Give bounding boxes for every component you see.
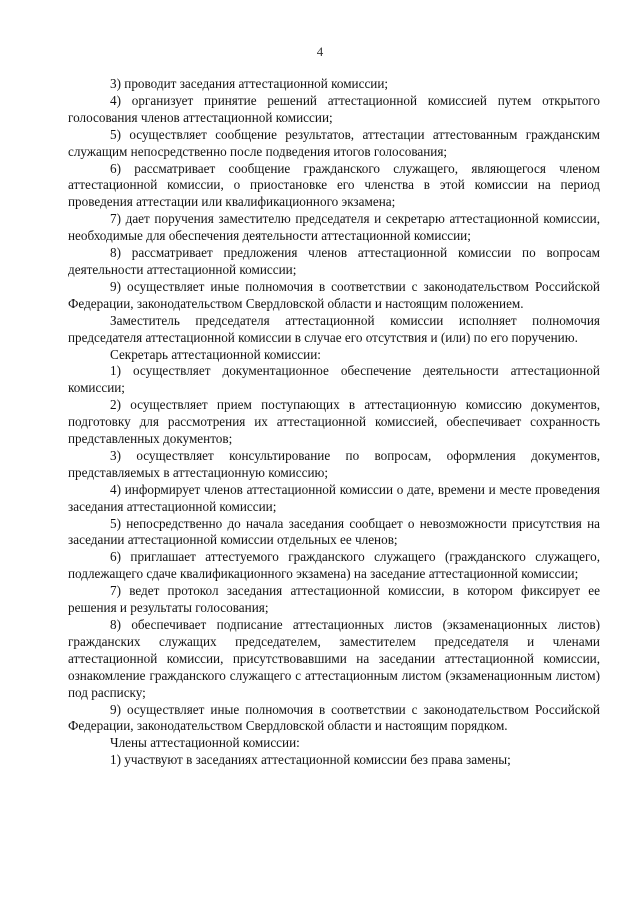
paragraph: 4) информирует членов аттестационной комиссии о дате, времени и месте проведения заседания аттестационной комиссии;: [68, 481, 600, 514]
paragraph: 9) осуществляет иные полномочия в соответствии с законодательством Российской Федерации, законодательством Свердловской области и настоящим положением.: [68, 278, 600, 311]
paragraph: 7) дает поручения заместителю председателя и секретарю аттестационной комиссии, необходимые для обеспечения деятельности аттестационной комиссии;: [68, 211, 600, 244]
document-body: [68, 76, 600, 769]
paragraph: 5) непосредственно до начала заседания сообщает о невозможности присутствия на заседании аттестационной комиссии отдельных ее членов;: [68, 515, 600, 548]
paragraph: 1) осуществляет документационное обеспечение деятельности аттестационной комиссии;: [68, 363, 600, 396]
paragraph: 2) осуществляет прием поступающих в аттестационную комиссию документов, подготовку для рассмотрения их аттестационной комиссией, обеспечивает сохранность представленных документов;: [68, 397, 600, 447]
paragraph: 9) осуществляет иные полномочия в соответствии с законодательством Российской Федерации, законодательством Свердловской области и настоящим порядком.: [68, 701, 600, 734]
paragraph: 3) осуществляет консультирование по вопросам, оформления документов, представляемых в аттестационную комиссию;: [68, 447, 600, 480]
paragraph: 1) участвуют в заседаниях аттестационной комиссии без права замены;: [110, 752, 511, 768]
paragraph: Секретарь аттестационной комиссии:: [110, 346, 321, 362]
paragraph: 6) приглашает аттестуемого гражданского служащего (гражданского служащего, подлежащего сдаче квалификационного экзамена) на заседание аттестационной комиссии;: [68, 549, 600, 582]
paragraph: 4) организует принятие решений аттестационной комиссией путем открытого голосования членов аттестационной комиссии;: [68, 92, 600, 125]
page-number: 4: [316, 44, 324, 59]
paragraph: 5) осуществляет сообщение результатов, аттестации аттестованным гражданским служащим непосредственно после подведения итогов голосования;: [68, 126, 600, 159]
paragraph: 8) обеспечивает подписание аттестационных листов (экзаменационных листов) гражданских служащих председателем, заместителем председателя и членами аттестационной комиссии, присутствовавшими на заседании аттестационной комиссии, ознакомление гражданского служащего с аттестационным листом (экзаменационным листом) под расписку;: [68, 617, 600, 700]
paragraph: 8) рассматривает предложения членов аттестационной комиссии по вопросам деятельности аттестационной комиссии;: [68, 245, 600, 277]
paragraph: Заместитель председателя аттестационной комиссии исполняет полномочия председателя аттестационной комиссии в случае его отсутствия и (или) по его поручению.: [68, 312, 600, 345]
paragraph: Члены аттестационной комиссии:: [110, 735, 300, 751]
paragraph: 3) проводит заседания аттестационной комиссии;: [110, 76, 389, 91]
paragraph: 6) рассматривает сообщение гражданского служащего, являющегося членом аттестационной комиссии, о приостановке его членства в этой комиссии на период проведения аттестации или квалификационного экзамена;: [68, 160, 600, 210]
paragraph: 7) ведет протокол заседания аттестационной комиссии, в котором фиксирует ее решения и результаты голосования;: [68, 583, 600, 616]
